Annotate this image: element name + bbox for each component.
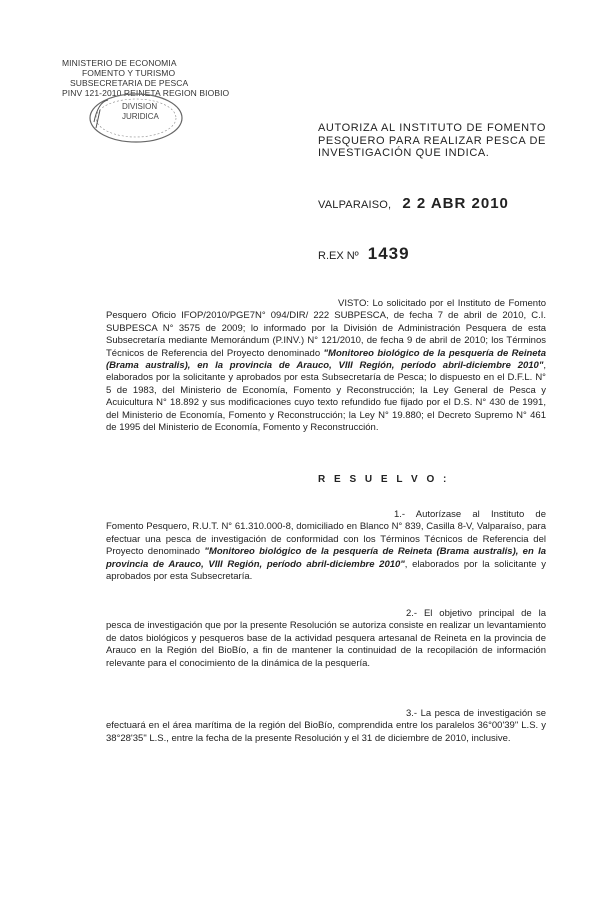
resolution-number-line xyxy=(318,244,410,264)
place: VALPARAISO, xyxy=(318,199,392,211)
rex-number: 1439 xyxy=(367,244,410,263)
visto-text-1: Lo solicitado por el Instituto de Fomento Pesquero Oficio IFOP/2010/PGE7N° 094/DIR/ 222 SUBPESCA, de fecha 7 de abril de 2010, C.I. SUBPESCA N° 3575 de 2009; lo informado por la División de Administración Pesquera de esta Subsecretaría mediante Memorándum (P.INV.) N° 121/2010, de fecha 9 de abril de 2010; los Términos Técnicos de Referencia del Proyecto denominado xyxy=(106,298,546,359)
document-title: AUTORIZA AL INSTITUTO DE FOMENTO PESQUERO PARA REALIZAR PESCA DE INVESTIGACIÓN QUE INDICA. xyxy=(318,122,546,159)
visto-paragraph xyxy=(106,298,546,434)
article-3-text: 3.- La pesca de investigación se efectuará en el área marítima de la región del BioBío, comprendida entre los paralelos 36°00'39" L.S. y 38°28'35" L.S., entre la fecha de la presente Resolución y el 31 de diciembre de 2010, inclusive. xyxy=(106,708,546,744)
file-reference: PINV 121-2010 REINETA REGION BIOBIO xyxy=(62,88,230,98)
ministry-name: MINISTERIO DE ECONOMIA xyxy=(62,58,177,68)
place-date-line xyxy=(318,195,509,212)
article-1-text-2: , elaborados por la solicitante y aprobados por esta Subsecretaría. xyxy=(106,558,546,583)
visto-project-name: "Monitoreo biológico de la pesquería de Reineta (Brama australis), en la provincia de Arauco, VIII Región, período abril-diciembre 2010" xyxy=(106,347,546,372)
article-1-text-1: 1.- Autorízase al Instituto de Fomento Pesquero, R.U.T. N° 61.310.000-8, domiciliado en Blanco N° 839, Casilla 8-V, Valparaíso, para efectuar una pesca de investigación de conformidad con los Términos Técnicos de Referencia del Proyecto denominado xyxy=(106,509,546,558)
resuelvo-heading: R E S U E L V O : xyxy=(318,474,450,485)
article-2-text: 2.- El objetivo principal de la pesca de investigación que por la presente Resolución se autoriza consiste en realizar un levantamiento de datos biológicos y pesqueros base de la actividad pesquera artesanal de Reineta en la provincia de Arauco en la Región del BioBío, a fin de mantener la continuidad de la recopilación de información relevante para el conocimiento de la dinámica de la pesquería. xyxy=(106,608,546,669)
article-1-project-name: "Monitoreo biológico de la pesquería de Reineta (Brama australis), en la provincia de Arauco, VIII Región, período abril-diciembre 2010" xyxy=(106,546,546,570)
stamp-line-1: DIVISION xyxy=(122,102,158,111)
stamp-text xyxy=(122,102,159,122)
subsecretaria-name: SUBSECRETARIA DE PESCA xyxy=(70,78,189,88)
visto-lead: VISTO: xyxy=(338,298,369,309)
ministry-name-line2: FOMENTO Y TURISMO xyxy=(82,68,176,78)
division-juridica-stamp xyxy=(88,92,184,144)
article-3 xyxy=(106,708,546,745)
visto-text-2: , elaborados por la solicitante y aprobados por esta Subsecretaría de Pesca; lo dispuesto en el D.F.L. N° 5 de 1983, del Ministerio de Economía, Fomento y Reconstrucción; la Ley General de Pesca y Acuicultura N° 18.892 y sus modificaciones cuyo texto refundido fue fijado por el D.S. N° 430 de 1991, del Ministerio de Economía, Fomento y Reconstrucción; la Ley N° 19.880; el Decreto Supremo N° 461 de 1995 del Ministerio de Economía, Fomento y Reconstrucción. xyxy=(106,360,546,434)
rex-label: R.EX Nº xyxy=(318,250,359,262)
article-2 xyxy=(106,608,546,670)
article-1 xyxy=(106,509,546,583)
stamp-line-2: JURIDICA xyxy=(122,112,159,121)
date-stamp: 2 2 ABR 2010 xyxy=(402,195,509,212)
